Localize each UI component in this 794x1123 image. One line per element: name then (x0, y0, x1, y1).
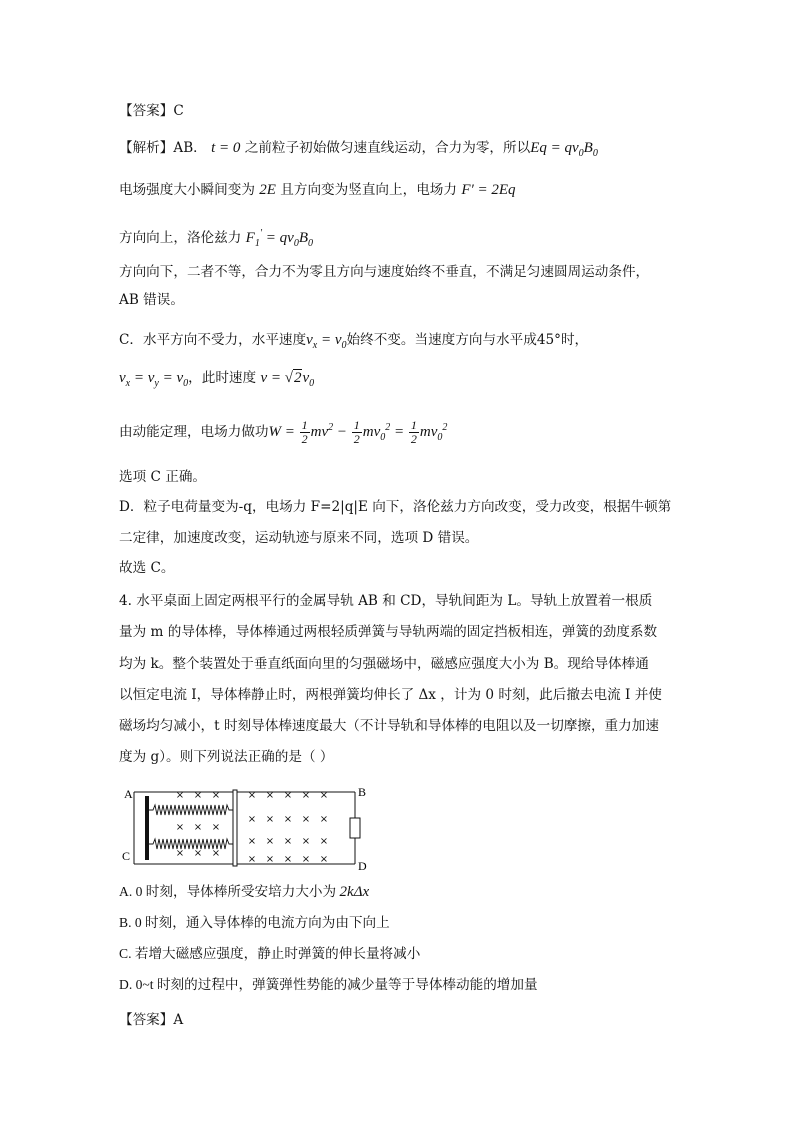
svg-text:×: × (265, 814, 275, 825)
svg-text:×: × (193, 790, 203, 801)
analysis-text-2: 电场强度大小瞬间变为 (119, 182, 255, 198)
svg-text:×: × (319, 790, 329, 801)
label-d: D (358, 859, 367, 872)
option-b: B. 0 时刻，通入导体棒的电流方向为由下向上 (119, 915, 390, 930)
svg-text:×: × (211, 848, 221, 859)
analysis-text-2b: 且方向变为竖直向上，电场力 (280, 182, 457, 198)
analysis-line-5: AB 错误。 (119, 292, 184, 308)
svg-text:×: × (301, 854, 311, 865)
magnetic-field-crosses (176, 790, 328, 865)
svg-text:×: × (283, 814, 293, 825)
eq-vx: $v_x = v_0$ (306, 332, 347, 351)
svg-text:×: × (301, 836, 311, 847)
analysis-line-9: 选项 C 正确。 (119, 469, 207, 485)
option-c: C. 若增大磁感应强度，静止时弹簧的伸长量将减小 (119, 946, 421, 961)
eq-force-balance: $Eq = qv_0B_0$ (530, 140, 598, 159)
analysis-line-3 (119, 224, 313, 254)
option-d: D. 0~t 时刻的过程中，弹簧弹性势能的减少量等于导体棒动能的增加量 (119, 977, 538, 992)
analysis-line-d2: 二定律，加速度改变，运动轨迹与原来不同，选项 D 错误。 (119, 530, 479, 546)
svg-text:×: × (265, 836, 275, 847)
svg-text:×: × (175, 822, 185, 833)
svg-text:×: × (247, 814, 257, 825)
q4-line-3: 均为 k。整个装置处于垂直纸面向里的匀强磁场中，磁感应强度大小为 B。现给导体棒通 (119, 656, 649, 672)
svg-text:×: × (301, 814, 311, 825)
conclusion: 故选 C。 (119, 560, 175, 576)
svg-text:×: × (301, 790, 311, 801)
eq-lorentz: $F_1' = qv_0B_0$ (245, 228, 313, 249)
q4-line-5: 磁场均匀减小，t 时刻导体棒速度最大（不计导轨和导体棒的电阻以及一切摩擦，重力加速 (119, 718, 659, 734)
svg-text:×: × (265, 790, 275, 801)
svg-text:×: × (319, 854, 329, 865)
svg-text:×: × (247, 854, 257, 865)
fixed-baffle (145, 796, 149, 860)
analysis-line-4: 方向向下，二者不等，合力不为零且方向与速度始终不垂直，不满足匀速圆周运动条件， (119, 264, 650, 280)
option-a-expr: 2kΔx (339, 884, 370, 900)
svg-text:×: × (283, 836, 293, 847)
svg-text:×: × (265, 854, 275, 865)
l7-text: ，此时速度 (188, 370, 257, 386)
q4-line-6: 度为 g）。则下列说法正确的是（ ） (119, 749, 334, 765)
analysis-line-8 (119, 418, 447, 448)
analysis-line-7 (119, 368, 314, 394)
svg-text:×: × (247, 790, 257, 801)
eq-work: W = $\frac{1}{2}$ $mv^2$ − $\frac{1}{2}$ $mv_0^2$ = $\frac{1}{2}$ $mv_0^2$ (268, 418, 448, 447)
c-text-b: 始终不变。当速度方向与水平成 (346, 332, 537, 348)
deg-text: 45°时， (536, 332, 589, 348)
circuit-diagram (118, 784, 378, 872)
svg-text:×: × (319, 836, 329, 847)
svg-text:×: × (175, 848, 185, 859)
analysis-line-2 (119, 180, 516, 200)
svg-text:×: × (211, 822, 221, 833)
analysis-line-d: D．粒子电荷量变为-q，电场力 F=2|q|E 向下，洛伦兹力方向改变，受力改变，根据牛顿第 (119, 499, 672, 515)
analysis-line-1 (119, 138, 598, 164)
spring-bottom (149, 839, 233, 849)
svg-text:×: × (193, 848, 203, 859)
analysis-text-3: 方向向上，洛伦兹力 (119, 230, 242, 246)
label-b: B (358, 785, 367, 799)
c-text: C．水平方向不受力，水平速度 (119, 332, 307, 348)
label-a: A (124, 787, 133, 801)
svg-text:×: × (319, 814, 329, 825)
eq-v-sqrt: $v = √2v_0$ (260, 370, 315, 389)
answer-label-2: 【答案】A (119, 1012, 184, 1028)
svg-text:×: × (283, 790, 293, 801)
svg-text:×: × (283, 854, 293, 865)
l8-text: 由动能定理，电场力做功 (119, 424, 269, 440)
spring-top (149, 805, 233, 815)
answer-label-1: 【答案】C (119, 103, 184, 119)
svg-text:×: × (175, 790, 185, 801)
option-a: A. 0 时刻，导体棒所受安培力大小为 2kΔx (119, 884, 370, 900)
analysis-text-1: 之前粒子初始做匀速直线运动，合力为零，所以 (244, 140, 531, 156)
label-c: C (122, 849, 131, 863)
t-zero: t = 0 (211, 140, 241, 156)
analysis-label: 【解析】 (119, 140, 174, 156)
q4-line-4: 以恒定电流 I，导体棒静止时，两根弹簧均伸长了 Δx ，计为 0 时刻，此后撤去电流 I 并使 (119, 687, 662, 703)
analysis-line-c (119, 330, 588, 356)
svg-text:×: × (193, 822, 203, 833)
two-e: 2E (259, 182, 276, 198)
ab-prefix: AB． (173, 140, 207, 156)
eq-vxvy: $v_x = v_y = v_0$ (119, 370, 189, 389)
svg-text:×: × (247, 836, 257, 847)
q4-line-2: 量为 m 的导体棒，导体棒通过两根轻质弹簧与导轨两端的固定挡板相连，弹簧的劲度系数 (119, 624, 658, 640)
svg-text:×: × (211, 790, 221, 801)
eq-fprime: F′ = 2Eq (461, 182, 516, 198)
resistor (350, 818, 360, 838)
q4-line-1: 4. 水平桌面上固定两根平行的金属导轨 AB 和 CD，导轨间距为 L。导轨上放置着一根质 (119, 593, 653, 609)
conductor-rod (233, 790, 237, 866)
